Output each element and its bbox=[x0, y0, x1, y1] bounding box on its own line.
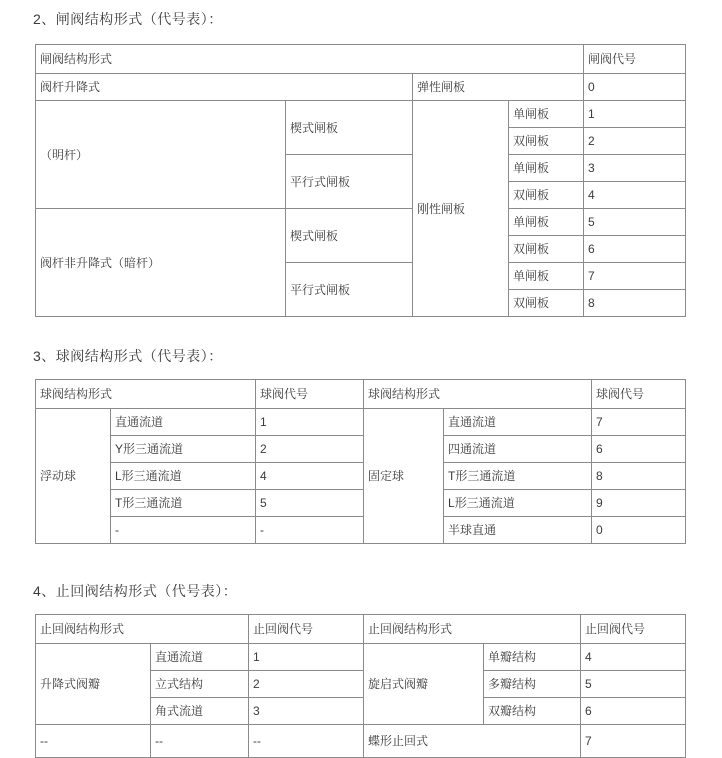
cell: -- bbox=[36, 725, 151, 758]
cell: 1 bbox=[249, 644, 364, 671]
table-row bbox=[36, 209, 686, 236]
cell: 2 bbox=[584, 128, 686, 155]
cell: 1 bbox=[256, 409, 364, 436]
cell: 8 bbox=[584, 290, 686, 317]
cell: 6 bbox=[584, 236, 686, 263]
cell: 楔式闸板 bbox=[286, 209, 413, 263]
cell: 7 bbox=[584, 263, 686, 290]
cell: 旋启式阀瓣 bbox=[364, 644, 484, 725]
cell: 3 bbox=[249, 698, 364, 725]
table-row bbox=[36, 490, 686, 517]
table-row bbox=[36, 101, 686, 128]
cell: 4 bbox=[584, 182, 686, 209]
cell: 单瓣结构 bbox=[484, 644, 581, 671]
table-header-row bbox=[36, 45, 686, 74]
table-row bbox=[36, 74, 686, 101]
header-cell: 止回阀代号 bbox=[581, 615, 686, 644]
cell: 5 bbox=[256, 490, 364, 517]
cell: - bbox=[111, 517, 256, 544]
cell: 6 bbox=[592, 436, 686, 463]
header-cell: 球阀结构形式 bbox=[364, 380, 592, 409]
cell: 2 bbox=[256, 436, 364, 463]
ball-valve-code-table bbox=[35, 379, 686, 544]
cell: 阀杆非升降式（暗杆） bbox=[36, 209, 286, 317]
cell: 双闸板 bbox=[509, 128, 584, 155]
cell: 7 bbox=[592, 409, 686, 436]
cell: T形三通流道 bbox=[444, 463, 592, 490]
table-row bbox=[36, 463, 686, 490]
cell: Y形三通流道 bbox=[111, 436, 256, 463]
cell: 平行式闸板 bbox=[286, 155, 413, 209]
cell: （明杆） bbox=[36, 101, 286, 209]
header-cell: 止回阀结构形式 bbox=[36, 615, 249, 644]
cell: 4 bbox=[581, 644, 686, 671]
header-cell: 止回阀代号 bbox=[249, 615, 364, 644]
header-cell: 球阀结构形式 bbox=[36, 380, 256, 409]
cell: 0 bbox=[584, 74, 686, 101]
cell: 7 bbox=[581, 725, 686, 758]
table-row bbox=[36, 644, 686, 671]
cell: 直通流道 bbox=[444, 409, 592, 436]
cell: L形三通流道 bbox=[444, 490, 592, 517]
cell: 楔式闸板 bbox=[286, 101, 413, 155]
header-cell: 球阀代号 bbox=[256, 380, 364, 409]
cell: -- bbox=[151, 725, 249, 758]
table-header-row bbox=[36, 380, 686, 409]
check-valve-section-title: 4、止回阀结构形式（代号表）： bbox=[33, 583, 238, 599]
cell: 1 bbox=[584, 101, 686, 128]
cell: 5 bbox=[581, 671, 686, 698]
cell: 升降式阀瓣 bbox=[36, 644, 151, 725]
cell: 4 bbox=[256, 463, 364, 490]
cell: 双闸板 bbox=[509, 182, 584, 209]
check-valve-code-table bbox=[35, 614, 686, 758]
cell: 单闸板 bbox=[509, 209, 584, 236]
cell: 单闸板 bbox=[509, 101, 584, 128]
cell: 弹性闸板 bbox=[413, 74, 584, 101]
cell: 四通流道 bbox=[444, 436, 592, 463]
cell: 单闸板 bbox=[509, 263, 584, 290]
cell: 阀杆升降式 bbox=[36, 74, 413, 101]
cell: 蝶形止回式 bbox=[364, 725, 581, 758]
gate-valve-section-title: 2、闸阀结构形式（代号表）： bbox=[33, 11, 223, 27]
cell: 9 bbox=[592, 490, 686, 517]
cell: -- bbox=[249, 725, 364, 758]
cell: 平行式闸板 bbox=[286, 263, 413, 317]
cell: 双瓣结构 bbox=[484, 698, 581, 725]
cell: 双闸板 bbox=[509, 290, 584, 317]
cell: 刚性闸板 bbox=[413, 101, 509, 317]
header-cell: 闸阀代号 bbox=[584, 45, 686, 74]
table-header-row bbox=[36, 615, 686, 644]
cell: 2 bbox=[249, 671, 364, 698]
cell: 浮动球 bbox=[36, 409, 111, 544]
cell: 5 bbox=[584, 209, 686, 236]
cell: - bbox=[256, 517, 364, 544]
cell: L形三通流道 bbox=[111, 463, 256, 490]
cell: 3 bbox=[584, 155, 686, 182]
cell: 固定球 bbox=[364, 409, 444, 544]
cell: 6 bbox=[581, 698, 686, 725]
cell: 立式结构 bbox=[151, 671, 249, 698]
cell: 直通流道 bbox=[111, 409, 256, 436]
table-row bbox=[36, 409, 686, 436]
table-row bbox=[36, 725, 686, 758]
cell: 半球直通 bbox=[444, 517, 592, 544]
cell: T形三通流道 bbox=[111, 490, 256, 517]
gate-valve-code-table bbox=[35, 44, 686, 317]
table-row bbox=[36, 436, 686, 463]
table-row bbox=[36, 517, 686, 544]
cell: 单闸板 bbox=[509, 155, 584, 182]
cell: 0 bbox=[592, 517, 686, 544]
cell: 角式流道 bbox=[151, 698, 249, 725]
header-cell: 球阀代号 bbox=[592, 380, 686, 409]
ball-valve-section-title: 3、球阀结构形式（代号表）： bbox=[33, 348, 223, 364]
cell: 双闸板 bbox=[509, 236, 584, 263]
cell: 8 bbox=[592, 463, 686, 490]
header-cell: 止回阀结构形式 bbox=[364, 615, 581, 644]
cell: 多瓣结构 bbox=[484, 671, 581, 698]
cell: 直通流道 bbox=[151, 644, 249, 671]
header-cell: 闸阀结构形式 bbox=[36, 45, 584, 74]
